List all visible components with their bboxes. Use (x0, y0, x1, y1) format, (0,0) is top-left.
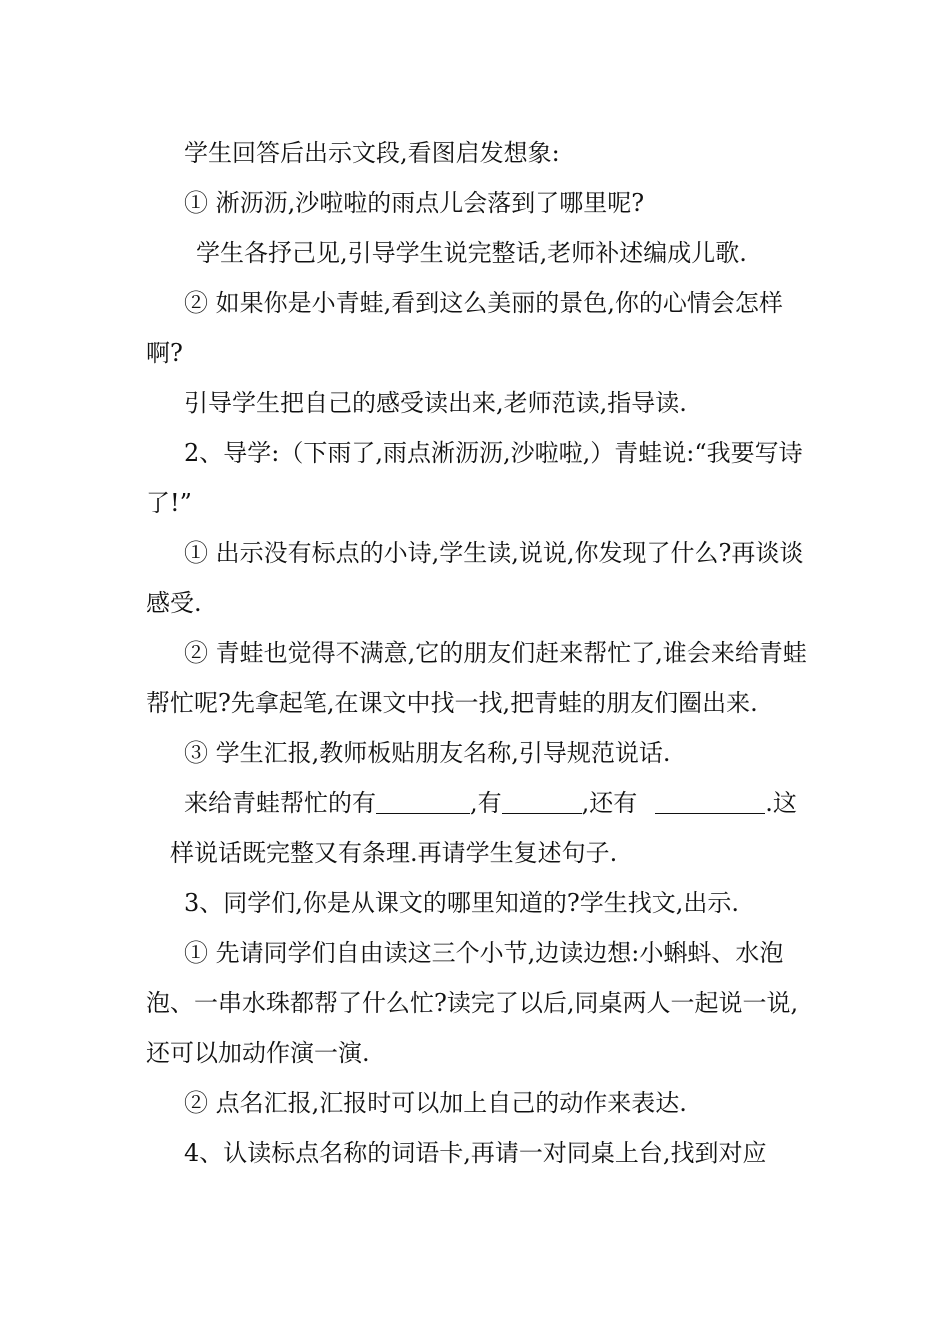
paragraph-14: ② 点名汇报,汇报时可以加上自己的动作来表达. (184, 1089, 687, 1117)
document-body (146, 128, 810, 1178)
paragraph-15: 4、认读标点名称的词语卡,再请一对同桌上台,找到对应 (184, 1139, 767, 1167)
paragraph-10 (146, 778, 810, 828)
fill-blank-1 (376, 789, 470, 814)
fill-blank-3 (655, 789, 765, 814)
paragraph-7: ① 出示没有标点的小诗,学生读,说说,你发现了什么?再谈谈感受. (146, 539, 804, 617)
paragraph-3: 学生各抒己见,引导学生说完整话,老师补述编成儿歌. (196, 239, 747, 267)
paragraph-5: 引导学生把自己的感受读出来,老师范读,指导读. (184, 389, 687, 417)
paragraph-1: 学生回答后出示文段,看图启发想象: (184, 139, 560, 167)
paragraph-2: ① 淅沥沥,沙啦啦的雨点儿会落到了哪里呢? (184, 189, 645, 217)
paragraph-6: 2、导学:（下雨了,雨点淅沥沥,沙啦啦,）青蛙说:“我要写诗了!” (146, 439, 803, 517)
fill-sentence-part-2: ,有 (470, 789, 502, 817)
paragraph-4: ② 如果你是小青蛙,看到这么美丽的景色,你的心情会怎样啊? (146, 289, 783, 367)
fill-blank-2 (502, 789, 582, 814)
paragraph-9: ③ 学生汇报,教师板贴朋友名称,引导规范说话. (184, 739, 671, 767)
paragraph-12: 3、同学们,你是从课文的哪里知道的?学生找文,出示. (184, 889, 740, 917)
fill-sentence-part-4: .这 (765, 789, 797, 817)
paragraph-11: 样说话既完整又有条理.再请学生复述句子. (170, 839, 618, 867)
paragraph-13: ① 先请同学们自由读这三个小节,边读边想:小蝌蚪、水泡泡、一串水珠都帮了什么忙?读完了以后,同桌两人一起说一说,还可以加动作演一演. (146, 939, 799, 1067)
paragraph-8: ② 青蛙也觉得不满意,它的朋友们赶来帮忙了,谁会来给青蛙帮忙呢?先拿起笔,在课文中找一找,把青蛙的朋友们圈出来. (146, 639, 807, 717)
fill-sentence-part-3: ,还有 (581, 789, 638, 817)
fill-sentence-part-1: 来给青蛙帮忙的有 (184, 789, 376, 817)
